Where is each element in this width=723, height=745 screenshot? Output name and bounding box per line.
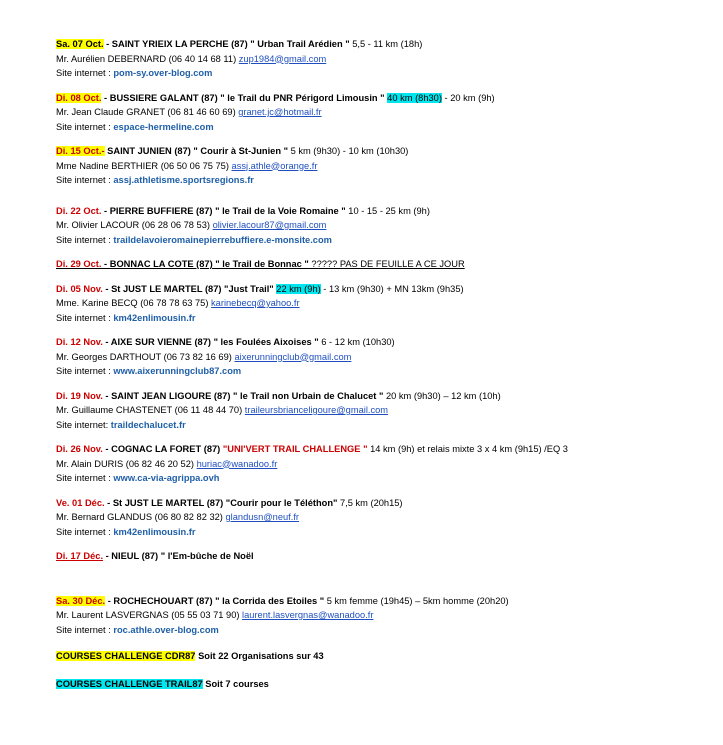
event-header [56,257,696,272]
event-title: - PIERRE BUFFIERE (87) " le Trail de la Voie Romaine " [101,205,346,216]
contact-name: Mr. Olivier LACOUR (06 28 06 78 53) [56,220,213,230]
event-website [56,525,696,540]
event-title: - AIXE SUR VIENNE (87) " les Foulées Aixoises " [102,337,319,347]
event-calendar [56,37,696,691]
event-date: Sa. 30 Déc. [56,595,106,606]
contact-name: Mr. Bernard GLANDUS (06 80 82 82 32) [56,512,226,522]
site-label: Site internet : [56,526,114,537]
event-website [56,418,696,433]
site-label: Site internet : [56,234,114,245]
event-date: Ve. 01 Déc. [56,497,105,508]
contact-email-link[interactable]: traileursbrianceligoure@gmail.com [244,405,389,415]
event-distances: 7,5 km (20h15) [337,497,403,508]
event-date: Di. 26 Nov. [56,444,103,454]
event-distances: - 20 km (9h) [441,92,495,103]
event-contact [56,350,696,365]
contact-email-link[interactable]: huriac@wanadoo.fr [196,458,278,469]
event-header [56,204,696,219]
event-header [56,442,696,457]
event-title: SAINT JUNIEN (87) " Courir à St-Junien " [104,146,288,156]
event-title: - St JUST LE MARTEL (87) "Just Trail" [102,283,277,294]
event-website [56,623,696,638]
site-link[interactable]: km42enlimousin.fr [113,312,196,323]
site-link[interactable]: www.ca-via-agrippa.ovh [113,473,220,483]
event-title: - St JUST LE MARTEL (87) "Courir pour le Téléthon" [104,497,338,508]
site-label: Site internet : [56,68,114,78]
event-website [56,471,696,486]
event-contact [56,52,696,67]
event-title: - ROCHECHOUART (87) " la Corrida des Etoiles " [105,595,325,606]
event-contact [56,105,696,120]
event-date: Di. 19 Nov. [56,390,103,401]
event-entry [56,549,696,564]
contact-name: Mr. Guillaume CHASTENET (06 11 48 44 70) [56,405,245,415]
event-header [56,549,696,564]
event-distances: 5,5 - 11 km (18h) [349,39,423,49]
event-header [56,389,696,404]
event-contact [56,296,696,311]
event-entry [56,594,696,638]
event-entry [56,204,696,248]
event-date: Di. 17 Déc. [56,551,104,561]
challenge-count: Soit 22 Organisations sur 43 [195,651,324,661]
event-contact [56,218,696,233]
event-title: - COGNAC LA FORET (87) [102,444,223,454]
challenge-summary-cdr87 [56,649,696,664]
event-contact [56,457,696,472]
challenge-summary-trail87 [56,677,696,692]
site-link[interactable]: espace-hermeline.com [113,121,214,132]
event-date: Di. 12 Nov. [56,337,103,347]
event-distances: 10 - 15 - 25 km (9h) [345,205,430,216]
event-header [56,594,696,609]
event-contact [56,510,696,525]
event-distances: - 13 km (9h30) + MN 13km (9h35) [320,283,464,294]
event-distance-highlight: 22 km (9h) [276,283,321,294]
event-distance-highlight: 40 km (8h30) [387,92,442,103]
contact-name: Mr. Alain DURIS (06 82 46 20 52) [56,458,197,469]
event-website [56,233,696,248]
event-distances: 20 km (9h30) – 12 km (10h) [383,390,501,401]
event-entry [56,91,696,135]
event-title: - SAINT JEAN LIGOURE (87) " le Trail non Urbain de Chalucet " [102,390,384,401]
event-title: - NIEUL (87) " l'Em-bûche de Noël [103,551,254,561]
event-distances: 14 km (9h) et relais mixte 3 x 4 km (9h15) /EQ 3 [367,444,568,454]
event-header [56,282,696,297]
event-entry [56,389,696,433]
event-date: Di. 08 Oct. [56,92,102,103]
site-label: Site internet : [56,175,114,185]
event-entry [56,335,696,379]
event-website [56,311,696,326]
event-header [56,335,696,350]
contact-name: Mr. Jean Claude GRANET (06 81 46 60 69) [56,107,239,117]
event-date: Di. 15 Oct.- [56,146,105,156]
contact-name: Mr. Laurent LASVERGNAS (05 55 03 71 90) [56,610,243,620]
site-link[interactable]: traildechalucet.fr [110,419,186,430]
site-link[interactable]: traildelavoieromainepierrebuffiere.e-monsite.com [113,234,332,245]
event-website [56,173,696,188]
event-contact [56,608,696,623]
challenge-label: COURSES CHALLENGE CDR87 [56,651,196,661]
site-link[interactable]: roc.athle.over-blog.com [113,624,219,635]
contact-name: Mme Nadine BERTHIER (06 50 06 75 75) [56,160,232,171]
site-label: Site internet : [56,366,114,376]
event-header [56,144,696,159]
contact-email-link[interactable]: assj.athle@orange.fr [231,160,318,171]
site-link[interactable]: www.aixerunningclub87.com [113,366,242,376]
contact-email-link[interactable]: olivier.lacour87@gmail.com [212,220,327,230]
event-entry [56,144,696,188]
event-entry [56,282,696,326]
contact-name: Mr. Aurélien DEBERNARD (06 40 14 68 11) [56,53,239,64]
event-title-highlight: "UNI'VERT TRAIL CHALLENGE " [222,444,368,454]
contact-name: Mme. Karine BECQ (06 78 78 63 75) [56,298,212,308]
event-website [56,364,696,379]
contact-email-link[interactable]: glandusn@neuf.fr [225,512,300,522]
event-date: Di. 29 Oct. [56,259,102,269]
site-label: Site internet : [56,624,114,635]
event-entry [56,37,696,81]
contact-email-link[interactable]: granet.jc@hotmail.fr [238,107,322,117]
event-header [56,37,696,52]
event-title: - BUSSIERE GALANT (87) " le Trail du PNR Périgord Limousin " [101,92,388,103]
site-link[interactable]: assj.athletisme.sportsregions.fr [113,175,254,185]
site-label: Site internet : [56,473,114,483]
contact-email-link[interactable]: laurent.lasvergnas@wanadoo.fr [242,610,374,620]
event-title: - SAINT YRIEIX LA PERCHE (87) " Urban Trail Arédien " [103,39,350,49]
challenge-label: COURSES CHALLENGE TRAIL87 [56,678,203,689]
site-label: Site internet : [56,121,114,132]
event-entry [56,442,696,486]
event-date: Di. 05 Nov. [56,283,103,294]
event-distances: 5 km (9h30) - 10 km (10h30) [288,146,409,156]
site-label: Site internet : [56,312,114,323]
event-website [56,66,696,81]
contact-email-link[interactable]: karinebecq@yahoo.fr [211,298,300,308]
event-website [56,120,696,135]
event-contact [56,403,696,418]
event-header [56,496,696,511]
event-distances: ????? PAS DE FEUILLE A CE JOUR [308,259,465,269]
event-date: Di. 22 Oct. [56,205,102,216]
event-contact [56,159,696,174]
event-distances: 5 km femme (19h45) – 5km homme (20h20) [324,595,509,606]
site-link[interactable]: km42enlimousin.fr [113,526,196,537]
event-entry [56,257,696,272]
contact-name: Mr. Georges DARTHOUT (06 73 82 16 69) [56,351,235,362]
challenge-count: Soit 7 courses [202,678,269,689]
event-distances: 6 - 12 km (10h30) [318,337,395,347]
event-title: - BONNAC LA COTE (87) " le Trail de Bonnac " [101,259,309,269]
event-date: Sa. 07 Oct. [56,39,104,49]
event-header [56,91,696,106]
contact-email-link[interactable]: aixerunningclub@gmail.com [234,351,352,362]
event-entry [56,496,696,540]
contact-email-link[interactable]: zup1984@gmail.com [238,53,327,64]
site-label: Site internet: [56,419,111,430]
site-link[interactable]: pom-sy.over-blog.com [113,68,213,78]
